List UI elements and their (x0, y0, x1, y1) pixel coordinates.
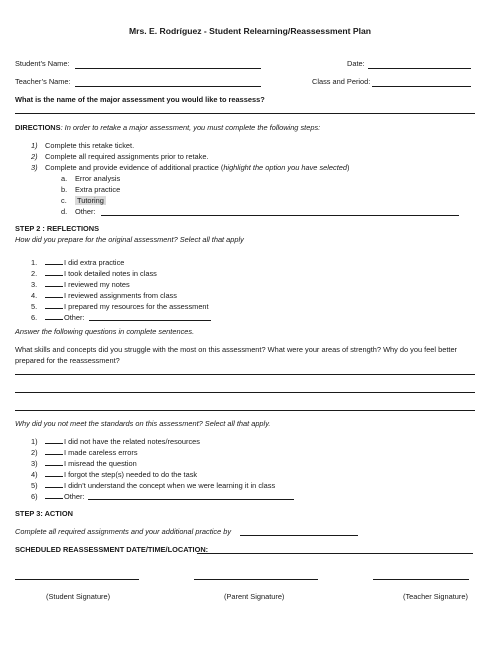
teacher-signature-label: (Teacher Signature) (403, 592, 468, 601)
teacher-name-field[interactable] (75, 86, 261, 87)
reflection-item[interactable]: 2. I took detailed notes in class (31, 269, 157, 278)
scheduled-reassessment-label: SCHEDULED REASSESSMENT DATE/TIME/LOCATION: (15, 545, 209, 554)
directions-block (15, 124, 320, 133)
direction-step: 1) Complete this retake ticket. (31, 141, 135, 150)
standards-prompt: Why did you not meet the standards on this assessment? Select all that apply. (15, 419, 271, 428)
reflection-item[interactable]: 4. I reviewed assignments from class (31, 291, 177, 300)
reflection-other-field[interactable] (89, 320, 211, 321)
parent-signature-field[interactable] (194, 579, 318, 580)
student-name-label: Student’s Name: (15, 59, 70, 68)
teacher-signature-field[interactable] (373, 579, 469, 580)
other-practice-field[interactable] (101, 215, 459, 216)
standards-item[interactable]: 3) I misread the question (31, 459, 137, 468)
scheduled-reassessment-field[interactable] (197, 553, 473, 554)
reflection-question-line: What skills and concepts did you struggle with the most on this assessment? What were your areas of strength? Why do you feel better (15, 345, 458, 354)
parent-signature-label: (Parent Signature) (224, 592, 285, 601)
step3-heading: STEP 3: ACTION (15, 509, 73, 518)
major-assessment-question: What is the name of the major assessment you would like to reassess? (15, 95, 265, 104)
class-period-label: Class and Period: (312, 77, 371, 86)
student-name-field[interactable] (75, 68, 261, 69)
standards-item[interactable]: 4) I forgot the step(s) needed to do the task (31, 470, 198, 479)
practice-option[interactable]: b. Extra practice (61, 185, 121, 194)
completion-date-field[interactable] (240, 535, 358, 536)
teacher-name-label: Teacher’s Name: (15, 77, 71, 86)
practice-option[interactable]: d. Other: (61, 207, 96, 216)
direction-step: 3) Complete and provide evidence of additional practice (highlight the option you have selected) (31, 163, 350, 172)
answer-line[interactable] (15, 374, 475, 375)
reflection-item[interactable]: 5. I prepared my resources for the assessment (31, 302, 209, 311)
directions-label: DIRECTIONS (15, 123, 61, 132)
date-label: Date: (347, 59, 365, 68)
directions-text: : In order to retake a major assessment, you must complete the following steps: (60, 123, 321, 132)
date-field[interactable] (368, 68, 471, 69)
sentences-prompt: Answer the following questions in complete sentences. (15, 327, 195, 336)
step2-heading: STEP 2 : REFLECTIONS (15, 224, 100, 233)
standards-item[interactable]: 5) I didn’t understand the concept when we were learning it in class (31, 481, 276, 490)
page-title: Mrs. E. Rodríguez - Student Relearning/Reassessment Plan (128, 26, 372, 36)
standards-item[interactable]: 2) I made careless errors (31, 448, 138, 457)
standards-other-field[interactable] (88, 499, 294, 500)
reflection-item[interactable]: 1. I did extra practice (31, 258, 125, 267)
practice-option[interactable]: a. Error analysis (61, 174, 121, 183)
reflection-item[interactable]: 3. I reviewed my notes (31, 280, 130, 289)
answer-line[interactable] (15, 392, 475, 393)
student-signature-label: (Student Signature) (46, 592, 111, 601)
practice-option-highlighted[interactable]: c. Tutoring (61, 196, 104, 205)
answer-line[interactable] (15, 410, 475, 411)
standards-item[interactable]: 6) Other: (31, 492, 85, 501)
step2-prompt: How did you prepare for the original assessment? Select all that apply (15, 235, 244, 244)
step3-prompt: Complete all required assignments and your additional practice by (15, 527, 232, 536)
direction-step: 2) Complete all required assignments prior to retake. (31, 152, 209, 161)
reflection-item[interactable]: 6. Other: (31, 313, 85, 322)
reflection-question-line: prepared for the reassessment? (15, 356, 120, 365)
class-period-field[interactable] (372, 86, 471, 87)
major-assessment-field[interactable] (15, 113, 475, 114)
student-signature-field[interactable] (15, 579, 139, 580)
standards-item[interactable]: 1) I did not have the related notes/resources (31, 437, 200, 446)
